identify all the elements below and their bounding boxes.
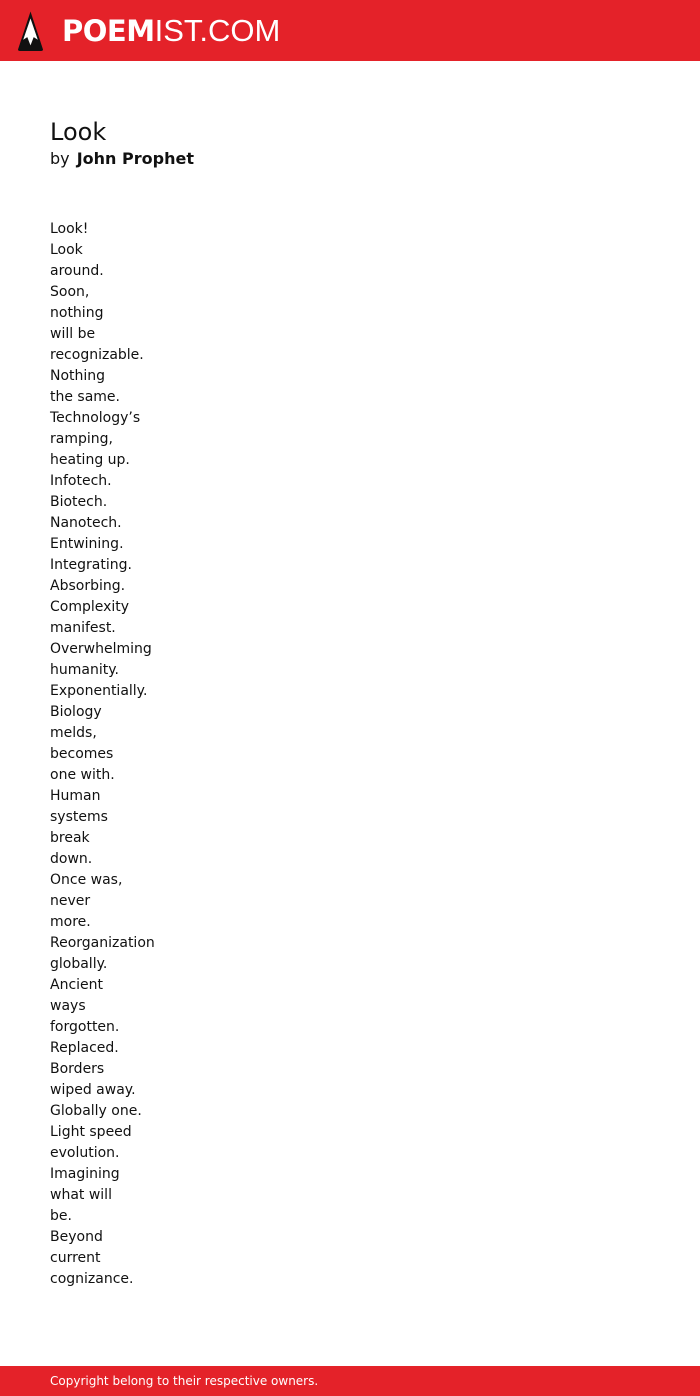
poem-line: break [50,830,90,846]
poem-line: down. [50,851,93,867]
poem-line: Complexity [50,599,130,615]
poem-line: Technology’s [50,410,141,426]
poem-line: globally. [50,956,108,972]
site-header [0,0,700,61]
poem-line: the same. [50,389,120,405]
poem-line: Imagining [50,1166,120,1182]
poem-line: Light speed [50,1124,132,1140]
site-footer [0,1366,700,1396]
poem-line: Nothing [50,368,106,384]
poem-line: ways [50,998,86,1014]
poem-line: more. [50,914,91,930]
poem-line: Infotech. [50,473,112,489]
poem-line: Look [50,242,83,258]
poem-line: Reorganization [50,935,155,951]
poem-line: Beyond [50,1229,103,1245]
poem-title: Look [50,118,107,146]
poem-line: Replaced. [50,1040,119,1056]
poem-line: melds, [50,725,97,741]
poem-line: cognizance. [50,1271,134,1287]
poem-line: current [50,1250,101,1266]
poem-line: Entwining. [50,536,124,552]
poem-line: Integrating. [50,557,132,573]
by-label: by [50,149,70,168]
poem-line: Biology [50,704,102,720]
poem-line: forgotten. [50,1019,120,1035]
poem-line: wiped away. [50,1082,136,1098]
poem-line: becomes [50,746,114,762]
poem-byline [50,148,194,170]
copyright-text: Copyright belong to their respective owners. [50,1374,319,1388]
poem-body [50,219,650,1290]
poem-line: evolution. [50,1145,120,1161]
poem-line: what will [50,1187,112,1203]
poem-line: Globally one. [50,1103,142,1119]
poem-line: Overwhelming [50,641,152,657]
poem-line: systems [50,809,108,825]
poem-line: never [50,893,91,909]
poem-line: Look! [50,221,89,237]
site-logo-text [62,8,280,54]
poem-line: nothing [50,305,104,321]
poem-line: Ancient [50,977,104,993]
poem-line: Human [50,788,101,804]
poem-line: ramping, [50,431,113,447]
poem-line: Biotech. [50,494,108,510]
logo-word-light: IST.COM [154,13,281,48]
site-logo-link[interactable] [17,8,280,54]
pencil-icon [17,10,44,52]
poem-line: recognizable. [50,347,144,363]
poem-line: humanity. [50,662,119,678]
poem-line: Soon, [50,284,90,300]
poem-line: manifest. [50,620,116,636]
poem-line: be. [50,1208,72,1224]
poem-line: heating up. [50,452,130,468]
poem-line: will be [50,326,96,342]
poem-line: Once was, [50,872,123,888]
poem-line: around. [50,263,104,279]
poem-line: Borders [50,1061,105,1077]
poem-line: one with. [50,767,115,783]
poem-line: Nanotech. [50,515,122,531]
logo-word-strong: POEM [62,14,155,48]
poem-line: Absorbing. [50,578,126,594]
poem-line: Exponentially. [50,683,148,699]
author-link[interactable]: John Prophet [76,149,194,168]
